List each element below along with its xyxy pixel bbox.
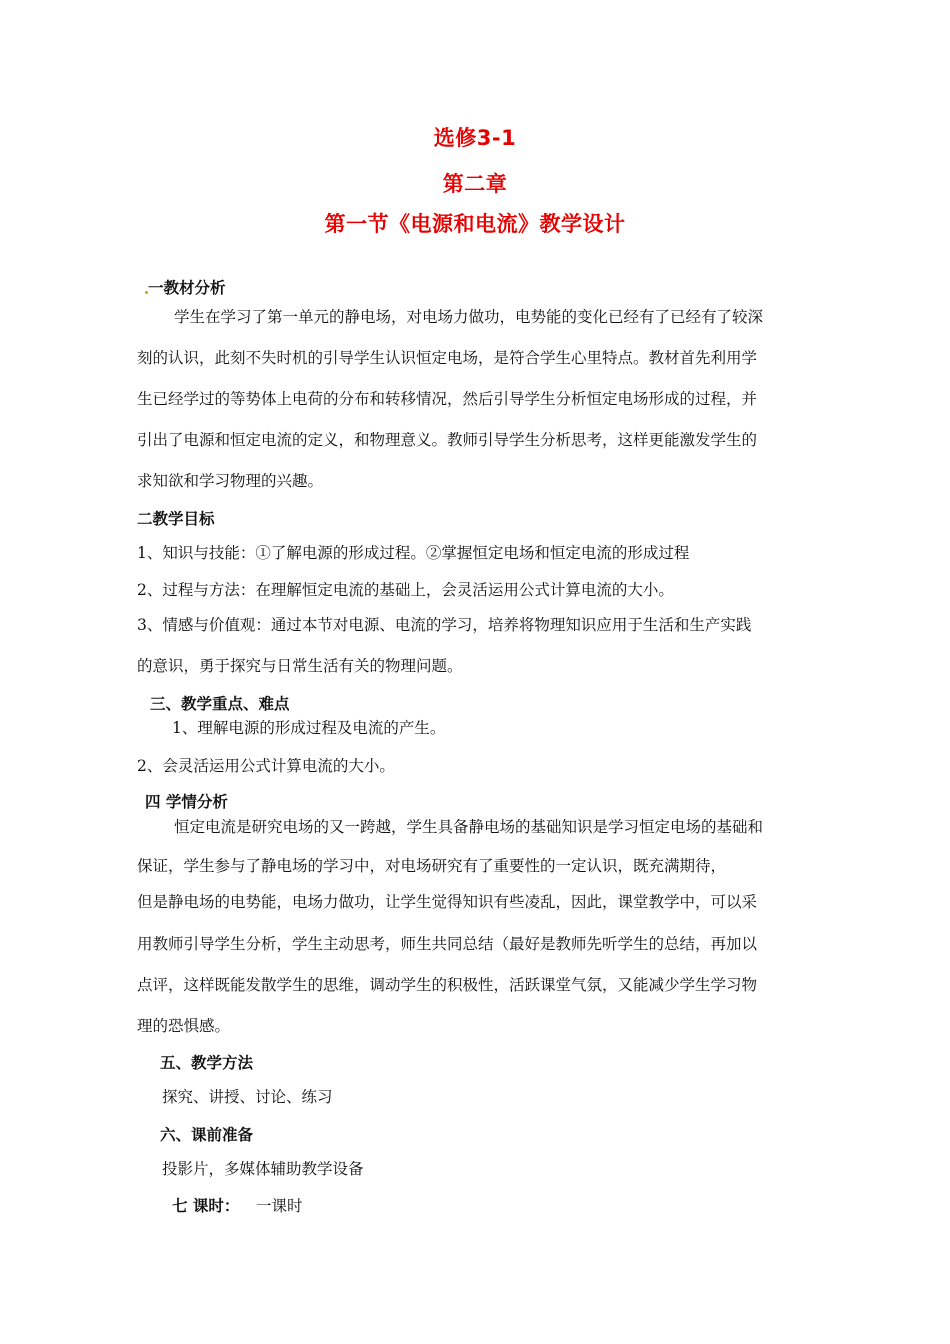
preparation-text: 投影片，多媒体辅助教学设备 — [162, 1160, 364, 1178]
heading-student-analysis: 四 学情分析 — [145, 793, 228, 811]
paragraph-line: 引出了电源和恒定电流的定义，和物理意义。教师引导学生分析思考，这样更能激发学生的 — [137, 431, 758, 449]
paragraph-line: 求知欲和学习物理的兴趣。 — [137, 472, 324, 490]
paragraph-line: 学生在学习了第一单元的静电场，对电场力做功，电势能的变化已经有了已经有了较深 — [174, 308, 764, 326]
paragraph-line: 刻的认识，此刻不失时机的引导学生认识恒定电场，是符合学生心里特点。教材首先利用学 — [137, 349, 758, 367]
heading-key-points: 三、教学重点、难点 — [150, 695, 290, 713]
heading-class-hours: 七 课时： — [172, 1197, 240, 1215]
heading-textbook-analysis: 一教材分析 — [148, 279, 226, 297]
paragraph-line: 点评，这样既能发散学生的思维，调动学生的积极性，活跃课堂气氛，又能减少学生学习物 — [137, 976, 758, 994]
goal-line: 3、情感与价值观：通过本节对电源、电流的学习，培养将物理知识应用于生活和生产实践 — [137, 616, 752, 634]
title-course: 选修3-1 — [433, 126, 517, 150]
title-lesson: 第一节《电源和电流》教学设计 — [324, 212, 626, 236]
heading-teaching-goals: 二教学目标 — [137, 510, 215, 528]
paragraph-line: 但是静电场的电势能，电场力做功，让学生觉得知识有些凌乱，因此，课堂教学中，可以采 — [137, 893, 758, 911]
paragraph-line: 理的恐惧感。 — [137, 1017, 231, 1035]
paragraph-line: 保证，学生参与了静电场的学习中，对电场研究有了重要性的一定认识，既充满期待， — [137, 857, 727, 875]
heading-teaching-methods: 五、教学方法 — [160, 1054, 254, 1072]
key-point-line: 2、会灵活运用公式计算电流的大小。 — [137, 757, 395, 775]
paragraph-line: 恒定电流是研究电场的又一跨越，学生具备静电场的基础知识是学习恒定电场的基础和 — [174, 818, 764, 836]
goal-line: 的意识，勇于探究与日常生活有关的物理问题。 — [137, 657, 463, 675]
class-hours-value: 一课时 — [256, 1197, 303, 1215]
paragraph-line: 用教师引导学生分析，学生主动思考，师生共同总结（最好是教师先听学生的总结，再加以 — [137, 935, 758, 953]
key-point-line: 1、理解电源的形成过程及电流的产生。 — [172, 719, 446, 737]
goal-line: 2、过程与方法：在理解恒定电流的基础上，会灵活运用公式计算电流的大小。 — [137, 581, 674, 599]
methods-text: 探究、讲授、讨论、练习 — [162, 1088, 333, 1106]
goal-line: 1、知识与技能：①了解电源的形成过程。②掌握恒定电场和恒定电流的形成过程 — [137, 544, 690, 562]
heading-preparation: 六、课前准备 — [160, 1126, 254, 1144]
paragraph-line: 生已经学过的等势体上电荷的分布和转移情况，然后引导学生分析恒定电场形成的过程，并 — [137, 390, 758, 408]
title-chapter: 第二章 — [442, 172, 508, 196]
